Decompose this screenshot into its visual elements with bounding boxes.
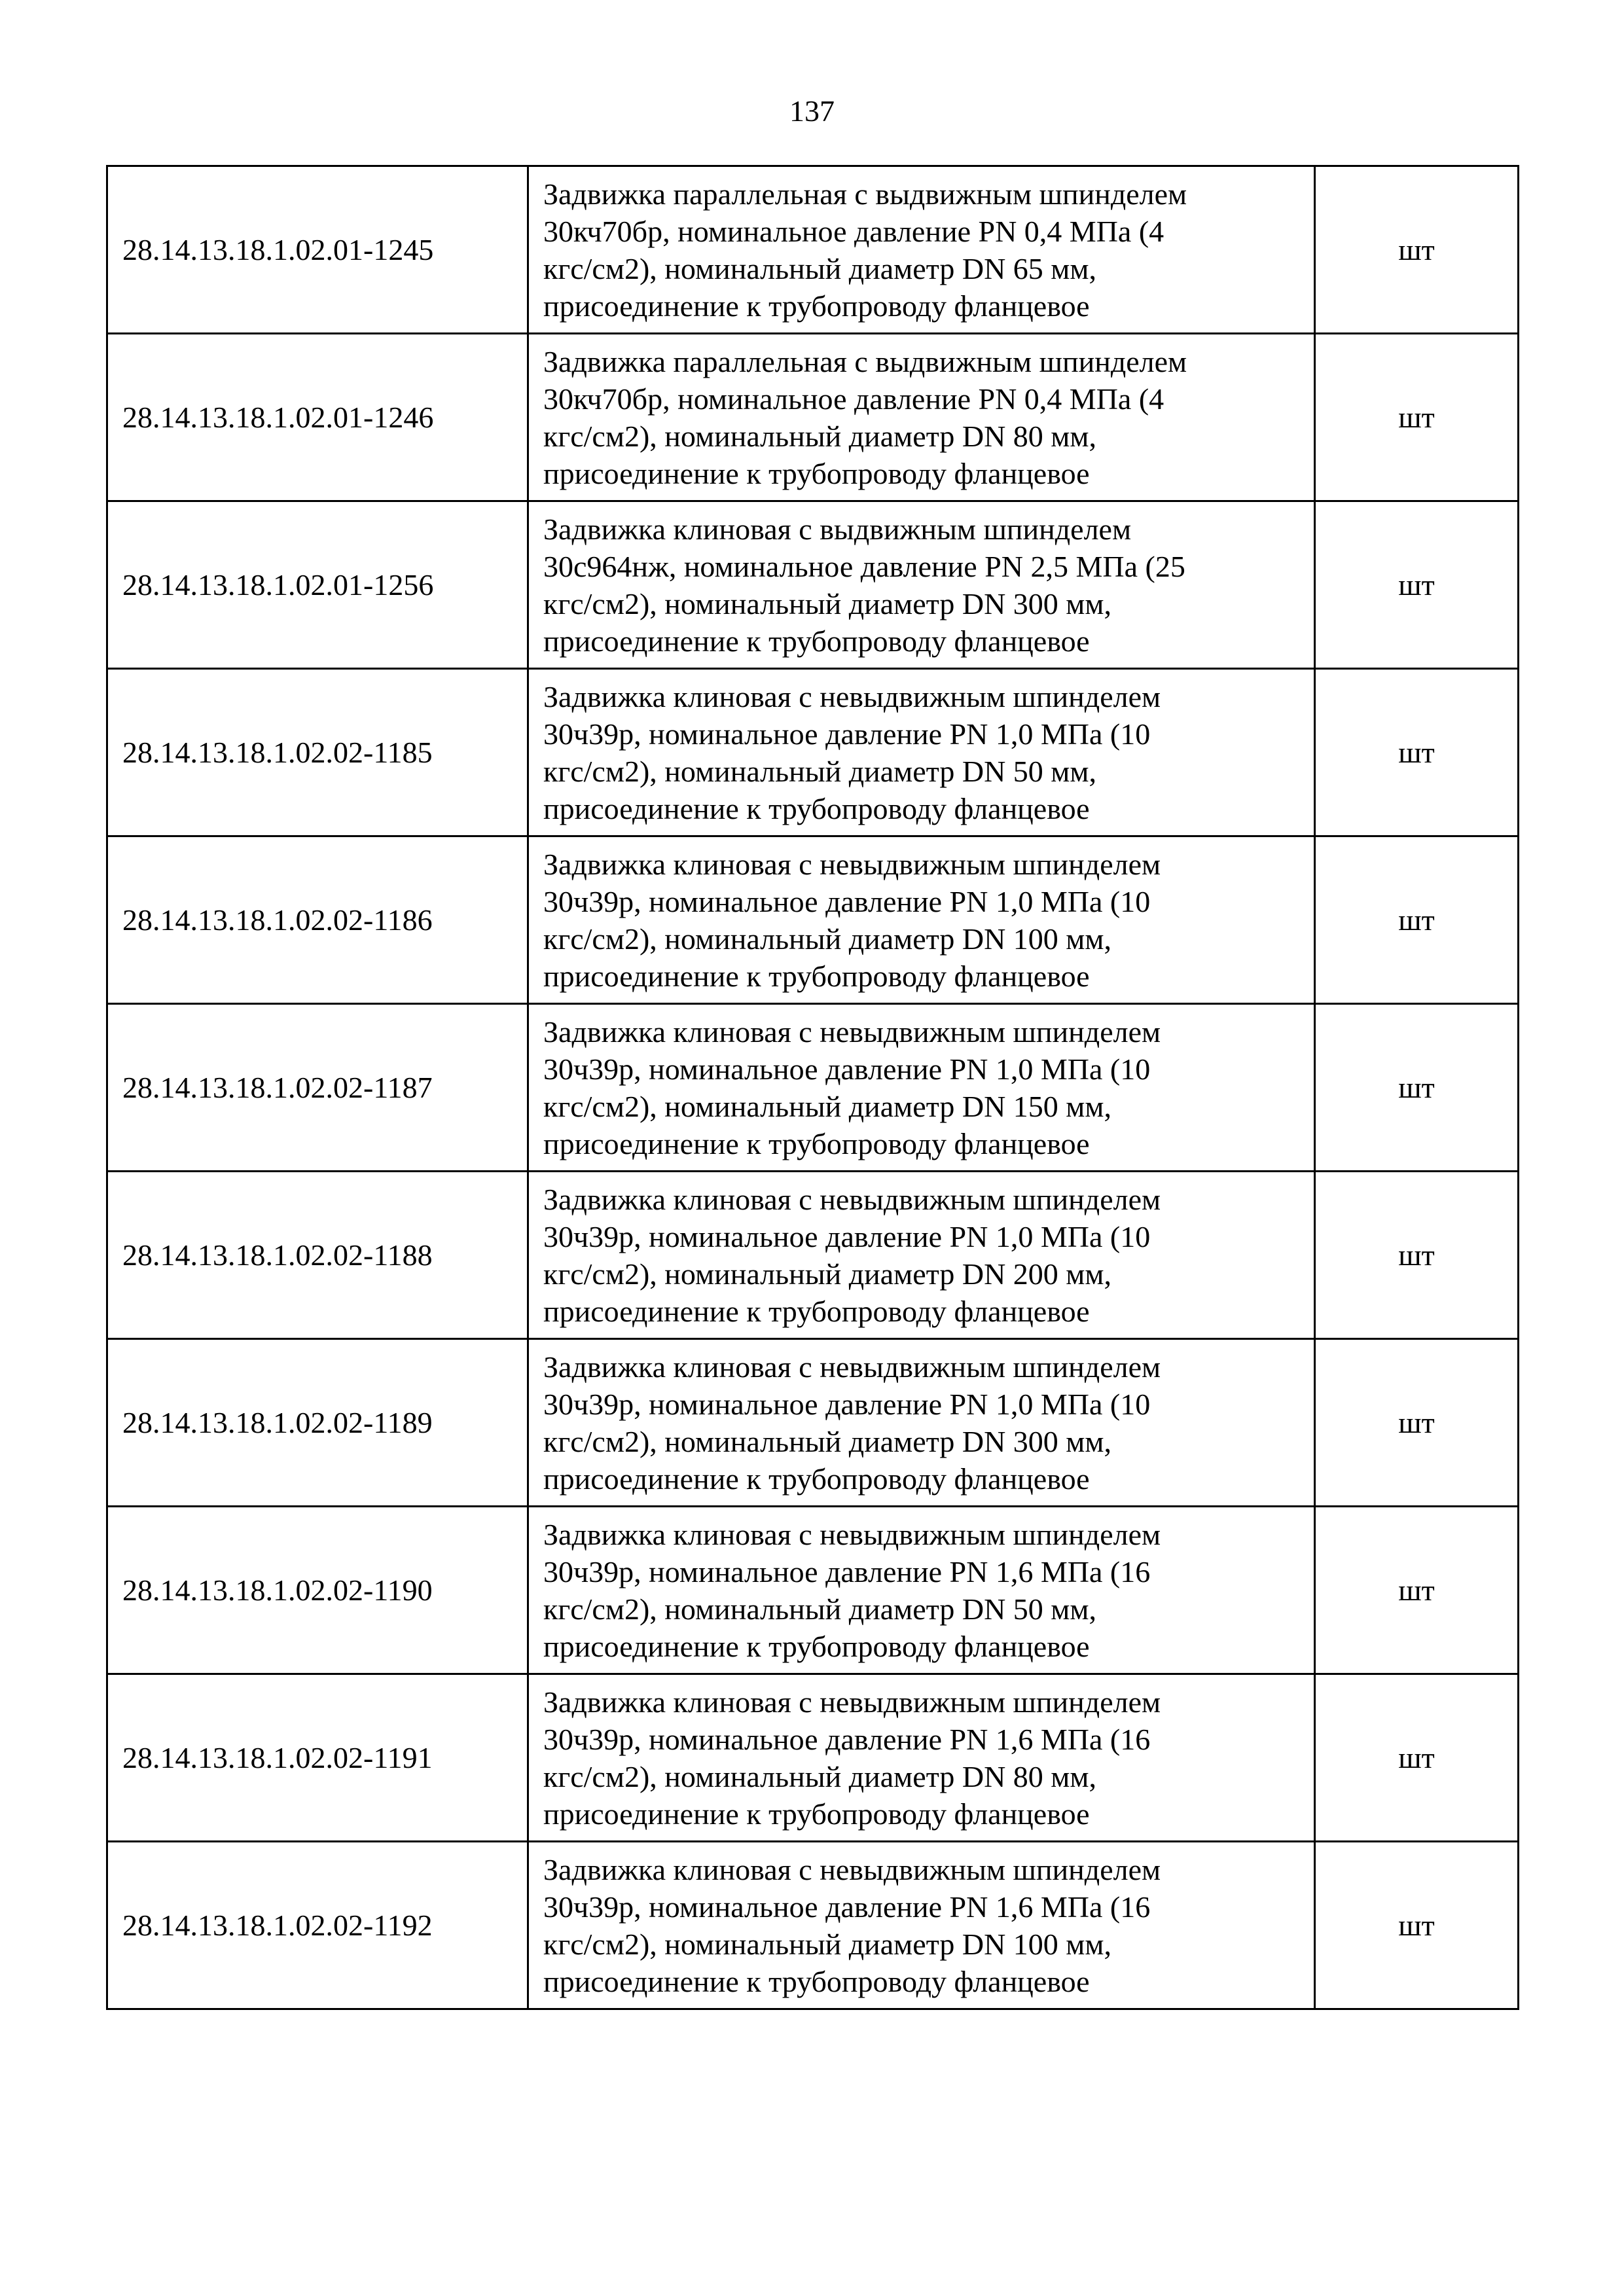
table-row <box>107 1507 1519 1674</box>
description-line: Задвижка клиновая с невыдвижным шпинделем <box>543 1685 1161 1719</box>
description-line: кгс/см2), номинальный диаметр DN 200 мм, <box>543 1257 1112 1291</box>
description-cell <box>528 501 1315 669</box>
description-line: кгс/см2), номинальный диаметр DN 80 мм, <box>543 419 1097 453</box>
description-line: Задвижка клиновая с невыдвижным шпинделем <box>543 1852 1161 1886</box>
description-line: кгс/см2), номинальный диаметр DN 50 мм, <box>543 1592 1097 1626</box>
description-line: Задвижка клиновая с невыдвижным шпинделем <box>543 1182 1161 1216</box>
description-line: присоединение к трубопроводу фланцевое <box>543 1629 1090 1663</box>
unit-cell: шт <box>1315 1004 1519 1172</box>
unit-cell: шт <box>1315 1674 1519 1842</box>
unit-cell: шт <box>1315 1339 1519 1507</box>
resource-table <box>106 165 1519 2010</box>
table-row <box>107 836 1519 1004</box>
table-row <box>107 501 1519 669</box>
unit-cell: шт <box>1315 836 1519 1004</box>
description-line: Задвижка параллельная с выдвижным шпинделем <box>543 177 1187 211</box>
description-line: Задвижка клиновая с невыдвижным шпинделем <box>543 1350 1161 1384</box>
description-cell <box>528 669 1315 836</box>
code-cell: 28.14.13.18.1.02.02-1187 <box>107 1004 528 1172</box>
description-line: Задвижка клиновая с выдвижным шпинделем <box>543 512 1132 546</box>
description-cell <box>528 1004 1315 1172</box>
code-cell: 28.14.13.18.1.02.02-1186 <box>107 836 528 1004</box>
description-line: 30с964нж, номинальное давление PN 2,5 МПа (25 <box>543 549 1185 583</box>
description-line: кгс/см2), номинальный диаметр DN 300 мм, <box>543 586 1112 620</box>
description-line: присоединение к трубопроводу фланцевое <box>543 959 1090 993</box>
description-line: 30ч39р, номинальное давление PN 1,6 МПа (16 <box>543 1890 1151 1924</box>
description-line: присоединение к трубопроводу фланцевое <box>543 1126 1090 1160</box>
unit-cell: шт <box>1315 1507 1519 1674</box>
description-line: кгс/см2), номинальный диаметр DN 80 мм, <box>543 1759 1097 1793</box>
code-cell: 28.14.13.18.1.02.02-1188 <box>107 1172 528 1339</box>
code-cell: 28.14.13.18.1.02.01-1246 <box>107 334 528 501</box>
description-line: 30ч39р, номинальное давление PN 1,6 МПа (16 <box>543 1722 1151 1756</box>
code-cell: 28.14.13.18.1.02.02-1185 <box>107 669 528 836</box>
description-line: кгс/см2), номинальный диаметр DN 50 мм, <box>543 754 1097 788</box>
unit-cell: шт <box>1315 334 1519 501</box>
table-row <box>107 1339 1519 1507</box>
description-line: присоединение к трубопроводу фланцевое <box>543 624 1090 658</box>
table-row <box>107 1004 1519 1172</box>
description-line: 30кч70бр, номинальное давление PN 0,4 МПа (4 <box>543 214 1164 248</box>
description-line: присоединение к трубопроводу фланцевое <box>543 456 1090 490</box>
page-number: 137 <box>789 94 835 128</box>
description-cell <box>528 1172 1315 1339</box>
code-cell: 28.14.13.18.1.02.02-1190 <box>107 1507 528 1674</box>
description-line: 30ч39р, номинальное давление PN 1,0 МПа (10 <box>543 1052 1151 1086</box>
code-cell: 28.14.13.18.1.02.01-1245 <box>107 166 528 334</box>
description-line: 30ч39р, номинальное давление PN 1,0 МПа (10 <box>543 1219 1151 1253</box>
description-line: Задвижка клиновая с невыдвижным шпинделем <box>543 1517 1161 1551</box>
description-cell <box>528 334 1315 501</box>
unit-cell: шт <box>1315 1842 1519 2009</box>
description-line: кгс/см2), номинальный диаметр DN 100 мм, <box>543 922 1112 956</box>
table-row <box>107 1172 1519 1339</box>
description-line: присоединение к трубопроводу фланцевое <box>543 1294 1090 1328</box>
description-line: Задвижка клиновая с невыдвижным шпинделем <box>543 847 1161 881</box>
code-cell: 28.14.13.18.1.02.02-1192 <box>107 1842 528 2009</box>
table-body <box>107 166 1519 2009</box>
description-line: присоединение к трубопроводу фланцевое <box>543 791 1090 825</box>
description-line: Задвижка клиновая с невыдвижным шпинделем <box>543 1014 1161 1049</box>
description-line: присоединение к трубопроводу фланцевое <box>543 1462 1090 1496</box>
description-line: 30ч39р, номинальное давление PN 1,0 МПа (10 <box>543 717 1151 751</box>
table-row <box>107 334 1519 501</box>
unit-cell: шт <box>1315 501 1519 669</box>
description-cell <box>528 836 1315 1004</box>
description-line: кгс/см2), номинальный диаметр DN 150 мм, <box>543 1089 1112 1123</box>
description-line: 30ч39р, номинальное давление PN 1,6 МПа (16 <box>543 1554 1151 1588</box>
code-cell: 28.14.13.18.1.02.02-1191 <box>107 1674 528 1842</box>
description-line: 30ч39р, номинальное давление PN 1,0 МПа (10 <box>543 1387 1151 1421</box>
unit-cell: шт <box>1315 166 1519 334</box>
description-cell <box>528 166 1315 334</box>
description-line: 30ч39р, номинальное давление PN 1,0 МПа (10 <box>543 884 1151 918</box>
code-cell: 28.14.13.18.1.02.02-1189 <box>107 1339 528 1507</box>
description-line: присоединение к трубопроводу фланцевое <box>543 1964 1090 1998</box>
description-cell <box>528 1339 1315 1507</box>
table-row <box>107 1842 1519 2009</box>
description-cell <box>528 1842 1315 2009</box>
table-row <box>107 166 1519 334</box>
description-line: кгс/см2), номинальный диаметр DN 100 мм, <box>543 1927 1112 1961</box>
description-line: Задвижка параллельная с выдвижным шпинделем <box>543 344 1187 378</box>
description-cell <box>528 1674 1315 1842</box>
description-line: кгс/см2), номинальный диаметр DN 65 мм, <box>543 251 1097 285</box>
code-cell: 28.14.13.18.1.02.01-1256 <box>107 501 528 669</box>
description-line: 30кч70бр, номинальное давление PN 0,4 МПа (4 <box>543 382 1164 416</box>
description-cell <box>528 1507 1315 1674</box>
description-line: присоединение к трубопроводу фланцевое <box>543 1797 1090 1831</box>
description-line: Задвижка клиновая с невыдвижным шпинделем <box>543 679 1161 713</box>
description-line: присоединение к трубопроводу фланцевое <box>543 289 1090 323</box>
description-line: кгс/см2), номинальный диаметр DN 300 мм, <box>543 1424 1112 1458</box>
unit-cell: шт <box>1315 1172 1519 1339</box>
unit-cell: шт <box>1315 669 1519 836</box>
table-row <box>107 1674 1519 1842</box>
table-row <box>107 669 1519 836</box>
